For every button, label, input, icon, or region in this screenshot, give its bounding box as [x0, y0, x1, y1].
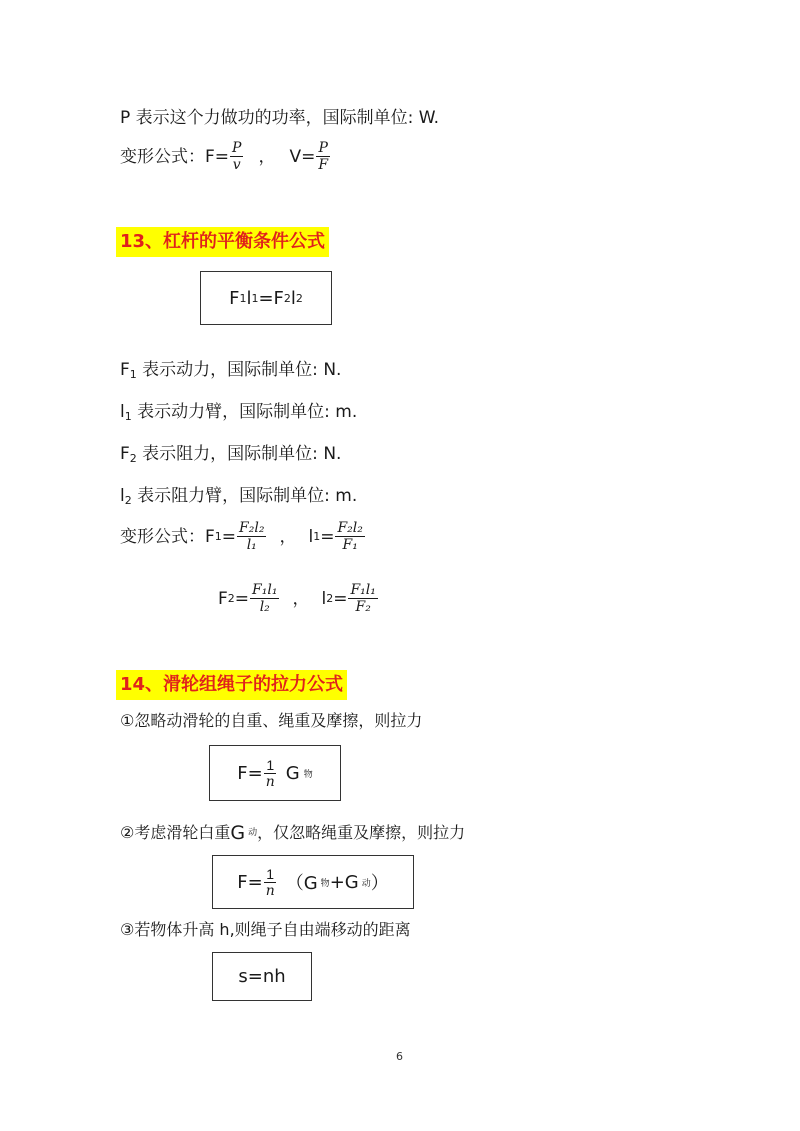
- definition-l1: [120, 400, 357, 429]
- equals: =: [221, 526, 237, 547]
- fraction-1-over-n: [264, 757, 277, 790]
- sub: 1: [239, 291, 247, 305]
- numerator: F₁l₁: [350, 582, 376, 598]
- formula-text: s=nh: [238, 966, 286, 987]
- sym: ）: [370, 873, 389, 894]
- text: ②考虑滑轮白重: [120, 823, 231, 842]
- sym: l: [321, 588, 327, 609]
- fraction-1-over-n: [264, 866, 277, 899]
- sub: 2: [129, 452, 137, 465]
- formula-lhs: F=: [237, 762, 263, 784]
- denominator: n: [265, 773, 275, 790]
- sym: l: [290, 287, 296, 309]
- pulley-item-3: ③若物体升高 h,则绳子自由端移动的距离: [120, 920, 411, 939]
- sub: 动: [361, 878, 371, 889]
- sub: 物: [320, 878, 330, 889]
- pulley-item-2: [120, 821, 465, 845]
- equals: =: [333, 588, 348, 609]
- numerator: P: [318, 140, 328, 156]
- definition-l2: [120, 484, 357, 513]
- formula-lhs: V=: [289, 146, 316, 167]
- sym: l: [246, 287, 252, 309]
- formula-lhs: F=: [237, 871, 263, 893]
- pulley-formula-1-box: [209, 745, 341, 801]
- fraction-p-over-v: [230, 140, 243, 173]
- sub: 1: [251, 291, 259, 305]
- text: 表示阻力，国际制单位: N.: [136, 444, 342, 464]
- sym: =F: [258, 287, 284, 309]
- sym: F: [229, 287, 240, 309]
- sym: F: [205, 526, 215, 547]
- fraction: [348, 582, 377, 615]
- pulley-item-1: ①忽略动滑轮的自重、绳重及摩擦，则拉力: [120, 711, 423, 730]
- sym: l: [120, 402, 125, 422]
- text: 表示阻力臂，国际制单位: m.: [131, 486, 358, 506]
- sub: 1: [313, 529, 321, 543]
- separator: ，: [292, 588, 310, 609]
- lever-variant-row-1: [120, 520, 366, 553]
- power-variant-formulas: [120, 140, 331, 173]
- sym: G: [285, 762, 300, 784]
- sub: 2: [295, 291, 303, 305]
- fraction: [237, 520, 266, 553]
- numerator: 1: [266, 865, 275, 882]
- numerator: F₂l₂: [337, 520, 363, 536]
- lever-variant-row-2: [218, 582, 379, 615]
- numerator: F₁l₁: [252, 582, 278, 598]
- sym: （G: [285, 873, 318, 894]
- formula-lhs: F=: [205, 146, 230, 167]
- separator: ，: [279, 526, 297, 547]
- sym: F: [120, 444, 130, 464]
- lever-balance-formula-box: [200, 271, 332, 325]
- sym: F: [218, 588, 228, 609]
- sym: l: [120, 486, 125, 506]
- sub: 2: [326, 591, 334, 605]
- text: ，仅忽略绳重及摩擦，则拉力: [257, 823, 466, 842]
- section-14-heading: 14、滑轮组绳子的拉力公式: [116, 670, 347, 700]
- variant-label: 变形公式：: [120, 526, 205, 547]
- sub: 动: [248, 828, 258, 838]
- denominator: F₁: [342, 537, 358, 553]
- fraction: [250, 582, 279, 615]
- text: 表示动力，国际制单位: N.: [136, 360, 342, 380]
- fraction: [335, 520, 364, 553]
- power-definition: P 表示这个力做功的功率，国际制单位: W.: [120, 108, 440, 128]
- sym: F: [120, 360, 130, 380]
- sym: l: [308, 526, 314, 547]
- section-13-heading: 13、杠杆的平衡条件公式: [116, 227, 329, 257]
- definition-f1: [120, 358, 341, 387]
- sub: 1: [124, 410, 132, 423]
- equals: =: [320, 526, 335, 547]
- denominator: l₁: [246, 537, 257, 553]
- definition-f2: [120, 442, 341, 471]
- variant-label: 变形公式：: [120, 146, 205, 167]
- sym: G: [230, 822, 246, 844]
- denominator: F: [318, 157, 329, 173]
- sub: 物: [303, 769, 313, 780]
- fraction-p-over-f: [316, 140, 330, 173]
- sym: +G: [329, 871, 359, 893]
- page-number: 6: [396, 1050, 403, 1063]
- numerator: F₂l₂: [239, 520, 265, 536]
- sub: 1: [214, 529, 222, 543]
- denominator: l₂: [259, 599, 270, 615]
- denominator: v: [232, 157, 241, 173]
- sub: 2: [283, 291, 291, 305]
- separator: ，: [258, 146, 276, 167]
- text: 表示动力臂，国际制单位: m.: [131, 402, 358, 422]
- equals: =: [234, 588, 250, 609]
- numerator: P: [232, 140, 242, 156]
- pulley-formula-2-box: [212, 855, 414, 909]
- sub: 1: [129, 368, 137, 381]
- denominator: F₂: [355, 599, 371, 615]
- denominator: n: [265, 882, 275, 899]
- pulley-formula-3-box: [212, 952, 312, 1001]
- sub: 2: [227, 591, 235, 605]
- numerator: 1: [266, 756, 275, 773]
- sub: 2: [124, 494, 132, 507]
